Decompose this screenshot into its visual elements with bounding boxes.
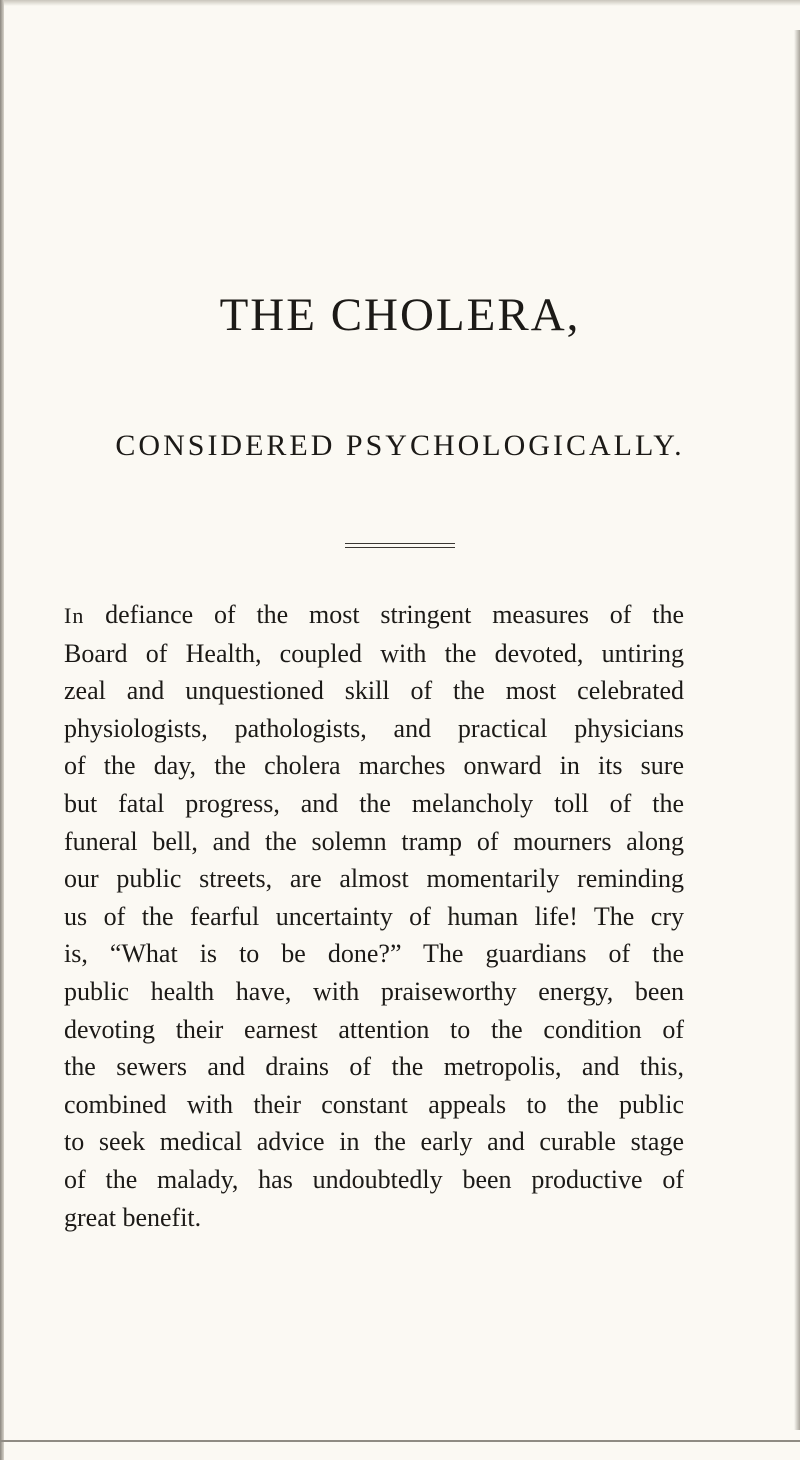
page-subtitle: CONSIDERED PSYCHOLOGICALLY. [115,429,685,462]
text-line: of the malady, has undoubtedly been productive of [64,1164,684,1194]
page-edge-bottom [0,1440,800,1442]
text-line: is, “What is to be done?” The guardians of the [64,939,684,969]
divider-rule-top [345,543,455,544]
text-line: devoting their earnest attention to the condition of [64,1014,684,1044]
text-line: of the day, the cholera marches onward in its sure [64,751,684,781]
text-line: us of the fearful uncertainty of human life! The cry [64,901,684,931]
page-edge-right [794,30,800,1430]
text-line: great benefit. [64,1202,202,1232]
body-paragraph [64,596,684,1236]
text-line: zeal and unquestioned skill of the most celebrated [64,676,684,706]
text-line: the sewers and drains of the metropolis, and this, [64,1052,684,1082]
text-line: physiologists, pathologists, and practical physicians [64,713,684,743]
page-edge-left [0,0,4,1460]
text-line: combined with their constant appeals to the public [64,1089,684,1119]
divider-rule-bottom [345,547,455,548]
page-edge-top [0,0,800,6]
opening-word: In [64,603,85,628]
page-title: THE CHOLERA, [219,289,581,341]
text-line: Board of Health, coupled with the devoted, untiring [64,638,684,668]
text-line: In defiance of the most stringent measures of the [64,600,684,629]
text-line: our public streets, are almost momentarily reminding [64,864,684,894]
text-line: to seek medical advice in the early and curable stage [64,1127,684,1157]
text-line: public health have, with praiseworthy energy, been [64,976,684,1006]
text-line: funeral bell, and the solemn tramp of mourners along [64,826,684,856]
text-line: but fatal progress, and the melancholy toll of the [64,788,684,818]
